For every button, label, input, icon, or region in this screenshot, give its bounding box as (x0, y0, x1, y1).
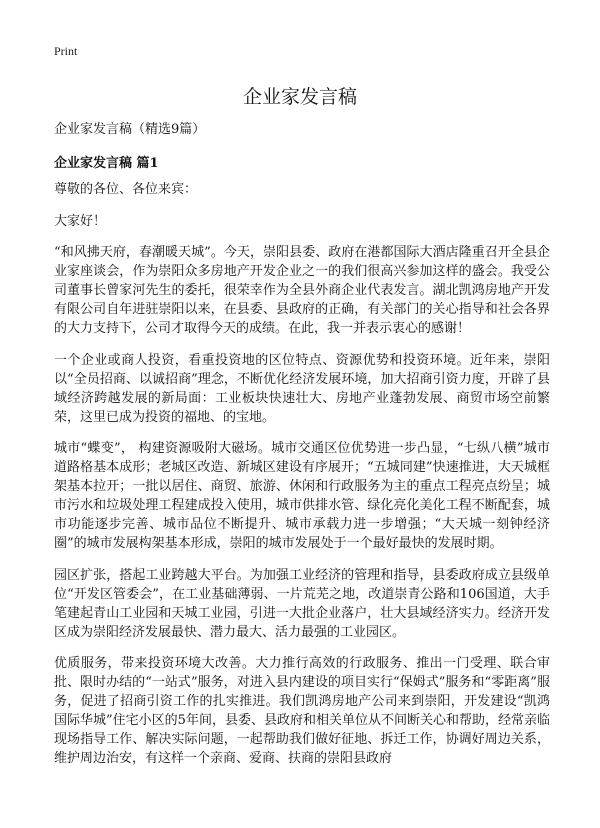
body-paragraph: 城市“蝶变”， 构建资源吸附大磁场。城市交通区位优势进一步凸显，“七纵八横”城市道路格基本成形；老城区改造、新城区建设有序展开；“五城同建”快速推进，大天城框架基本拉开；一批以居住、商贸、旅游、休闲和行政服务为主的重点工程亮点纷呈；城市污水和垃圾处理工程建成投入使用，城市供排水管、绿化亮化美化工程不断配套，城市功能逐步完善、城市品位不断提升、城市承载力进一步增强；“大天城一刻钟经济圈”的城市发展构架基本形成，崇阳的城市发展处于一个最好最快的发展时期。 (54, 441, 550, 551)
print-link[interactable]: Print (54, 44, 78, 58)
section-title: 企业家发言稿 篇1 (54, 156, 159, 171)
body-paragraph: 一个企业或商人投资，看重投资地的区位特点、资源优势和投资环境。近年来，崇阳以“全员招商、以诚招商”理念，不断优化经济发展环境，加大招商引资力度，开辟了县域经济跨越发展的新局面：工业板块快速壮大、房地产业蓬勃发展、商贸市场空前繁荣，这里已成为投资的福地、的宝地。 (54, 352, 550, 425)
document-subtitle: 企业家发言稿（精选9篇） (54, 122, 206, 137)
salutation: 尊敬的各位、各位来宾： (54, 182, 198, 197)
body-paragraph: “和风拂天府，春潮暖天城”。今天，崇阳县委、政府在港都国际大酒店隆重召开全县企业家座谈会，作为崇阳众多房地产开发企业之一的我们很高兴参加这样的盛会。我受公司董事长曾家河先生的委托，很荣幸作为全县外商企业代表发言。湖北凯鸿房地产开发有限公司自年进驻崇阳以来，在县委、县政府的正确，有关部门的关心指导和社会各界的大力支持下，公司才取得今天的成绩。在此，我一并表示衷心的感谢！ (54, 245, 550, 336)
body-paragraph: 园区扩张，搭起工业跨越大平台。为加强工业经济的管理和指导，县委政府成立县级单位“开发区管委会”，在工业基础薄弱、一片荒芜之地，改道崇青公路和106国道，大手笔建起青山工业园和天城工业园，引进一大批企业落户，壮大县域经济实力。经济开发区成为崇阳经济发展最快、潜力最大、活力最强的工业园区。 (54, 567, 550, 640)
document-body (54, 180, 550, 781)
body-paragraph: 优质服务，带来投资环境大改善。大力推行高效的行政服务、推出一门受理、联合审批、限时办结的“一站式”服务，对进入县内建设的项目实行“保姆式”服务和“零距离”服务，促进了招商引资工作的扎实推进。我们凯鸿房地产公司来到崇阳，开发建设“凯鸿国际华城”住宅小区的5年间，县委、县政府和相关单位从不间断关心和帮助，经常亲临现场指导工作、解决实际问题，一起帮助我们做好征地、拆迁工作，协调好周边关系，维护周边治安，有这样一个亲商、爱商、扶商的崇阳县政府 (54, 656, 550, 766)
document-title: 企业家发言稿 (242, 86, 357, 108)
greeting: 大家好！ (54, 213, 107, 229)
